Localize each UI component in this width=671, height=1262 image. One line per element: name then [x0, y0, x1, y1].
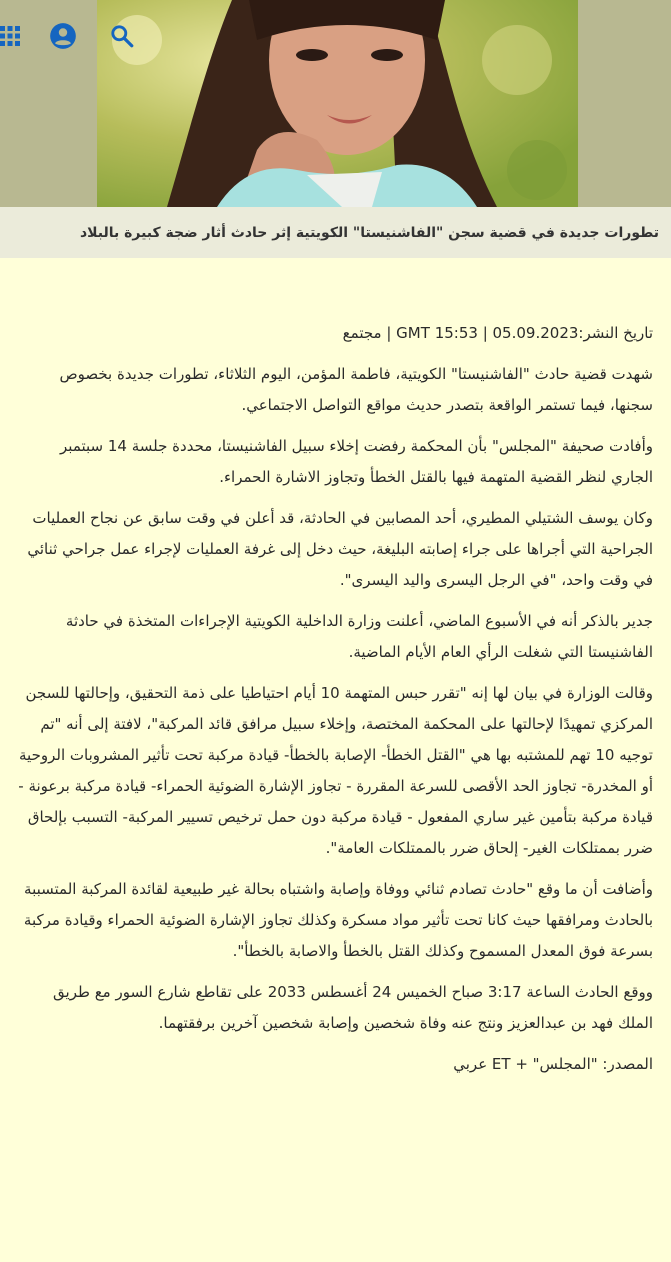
article-paragraph: جدير بالذكر أنه في الأسبوع الماضي، أعلنت وزارة الداخلية الكويتية الإجراءات المتخذة في حادثة الفاشنيستا التي شغلت الرأي العام الأيام الماضية.	[65, 612, 653, 661]
publish-date: 05.09.2023	[492, 324, 579, 342]
article-paragraph: شهدت قضية حادث "الفاشنيستا" الكويتية، فاطمة المؤمن، اليوم الثلاثاء، تطورات جديدة بخصوص سجنها، فيما تستمر الواقعة بتصدر حديث مواقع التواصل الاجتماعي.	[59, 365, 653, 414]
hero-photo-illustration	[97, 0, 578, 207]
article-paragraph: ووقع الحادث الساعة 3:17 صباح الخميس 24 أغسطس 2033 على تقاطع شارع السور مع طريق الملك فهد بن عبدالعزيز ونتج عنه وفاة شخصين وإصابة شخصين آخرين برفقتهما.	[53, 983, 653, 1032]
article-paragraph: وأضافت أن ما وقع "حادث تصادم ثنائي ووفاة وإصابة واشتباه بحالة غير طبيعية لقائدة المركبة المتسببة بالحادث ومرافقها حيث كانا تحت تأثير مواد مسكرة وكذلك تجاوز الإشارة الضوئية الحمراء وقيادة مركبة بسرعة فوق المعدل المسموح وكذلك القتل بالخطأ والاصابة بالخطأ".	[23, 880, 653, 960]
publish-label: تاريخ النشر:	[578, 324, 653, 342]
publish-time: 15:53 GMT	[396, 324, 478, 342]
article-paragraph: وأفادت صحيفة "المجلس" بأن المحكمة رفضت إخلاء سبيل الفاشنيستا، محددة جلسة 14 سبتمبر الجاري لنظر القضية المتهمة فيها بالقتل الخطأ وتجاوز الاشارة الحمراء.	[60, 437, 653, 486]
article-body	[0, 318, 671, 1080]
search-button[interactable]	[106, 20, 138, 52]
search-icon	[109, 23, 135, 49]
apps-grid-button[interactable]	[0, 20, 26, 52]
headline-bar	[0, 207, 671, 258]
article-paragraph: وقالت الوزارة في بيان لها إنه "تقرر حبس المتهمة 10 أيام احتياطيا على ذمة التحقيق، وإحالتها للسجن المركزي تمهيدًا لإحالتها على المحكمة المختصة، وإخلاء سبيل مرافق قائد المركبة"، لافتة إلى أنه "تم توجيه 10 تهم للمشتبه بها هي "القتل الخطأ- الإصابة بالخطأ- قيادة مركبة تحت تأثير المشروبات الروحية أو المخدرة- تجاوز الحد الأقصى للسرعة المقررة - تجاوز الإشارة الضوئية الحمراء- قيادة مركبة برعونة - قيادة مركبة بتأمين غير ساري المفعول - قيادة مركبة دون حمل ترخيص تسيير المركبة- التسبب بإلحاق ضرر بممتلكات الغير- إلحاق ضرر بالممتلكات العامة".	[18, 684, 653, 857]
article-source: المصدر: "المجلس" + ET عربي	[453, 1055, 653, 1073]
article-meta: تاريخ النشر:05.09.2023 | 15:53 GMT | مجتمع	[342, 324, 653, 342]
account-button[interactable]	[47, 20, 79, 52]
apps-grid-icon	[0, 24, 22, 48]
article-paragraph: وكان يوسف الشتيلي المطيري، أحد المصابين في الحادثة، قد أعلن في وقت سابق عن نجاح العمليات الجراحية التي أجراها على جراء إصابته البليغة، حيث دخل إلى غرفة العمليات لإجراء عمل جراحي ثنائي في وقت واحد، "في الرجل اليسرى واليد اليسرى".	[27, 509, 653, 589]
hero-image	[97, 0, 578, 207]
top-bar	[0, 0, 671, 207]
account-circle-icon	[49, 22, 77, 50]
article-category[interactable]: مجتمع	[342, 324, 382, 342]
article-title: تطورات جديدة في قضية سجن "الفاشنيستا" الكويتية إثر حادث أثار ضجة كبيرة بالبلاد	[79, 224, 659, 241]
